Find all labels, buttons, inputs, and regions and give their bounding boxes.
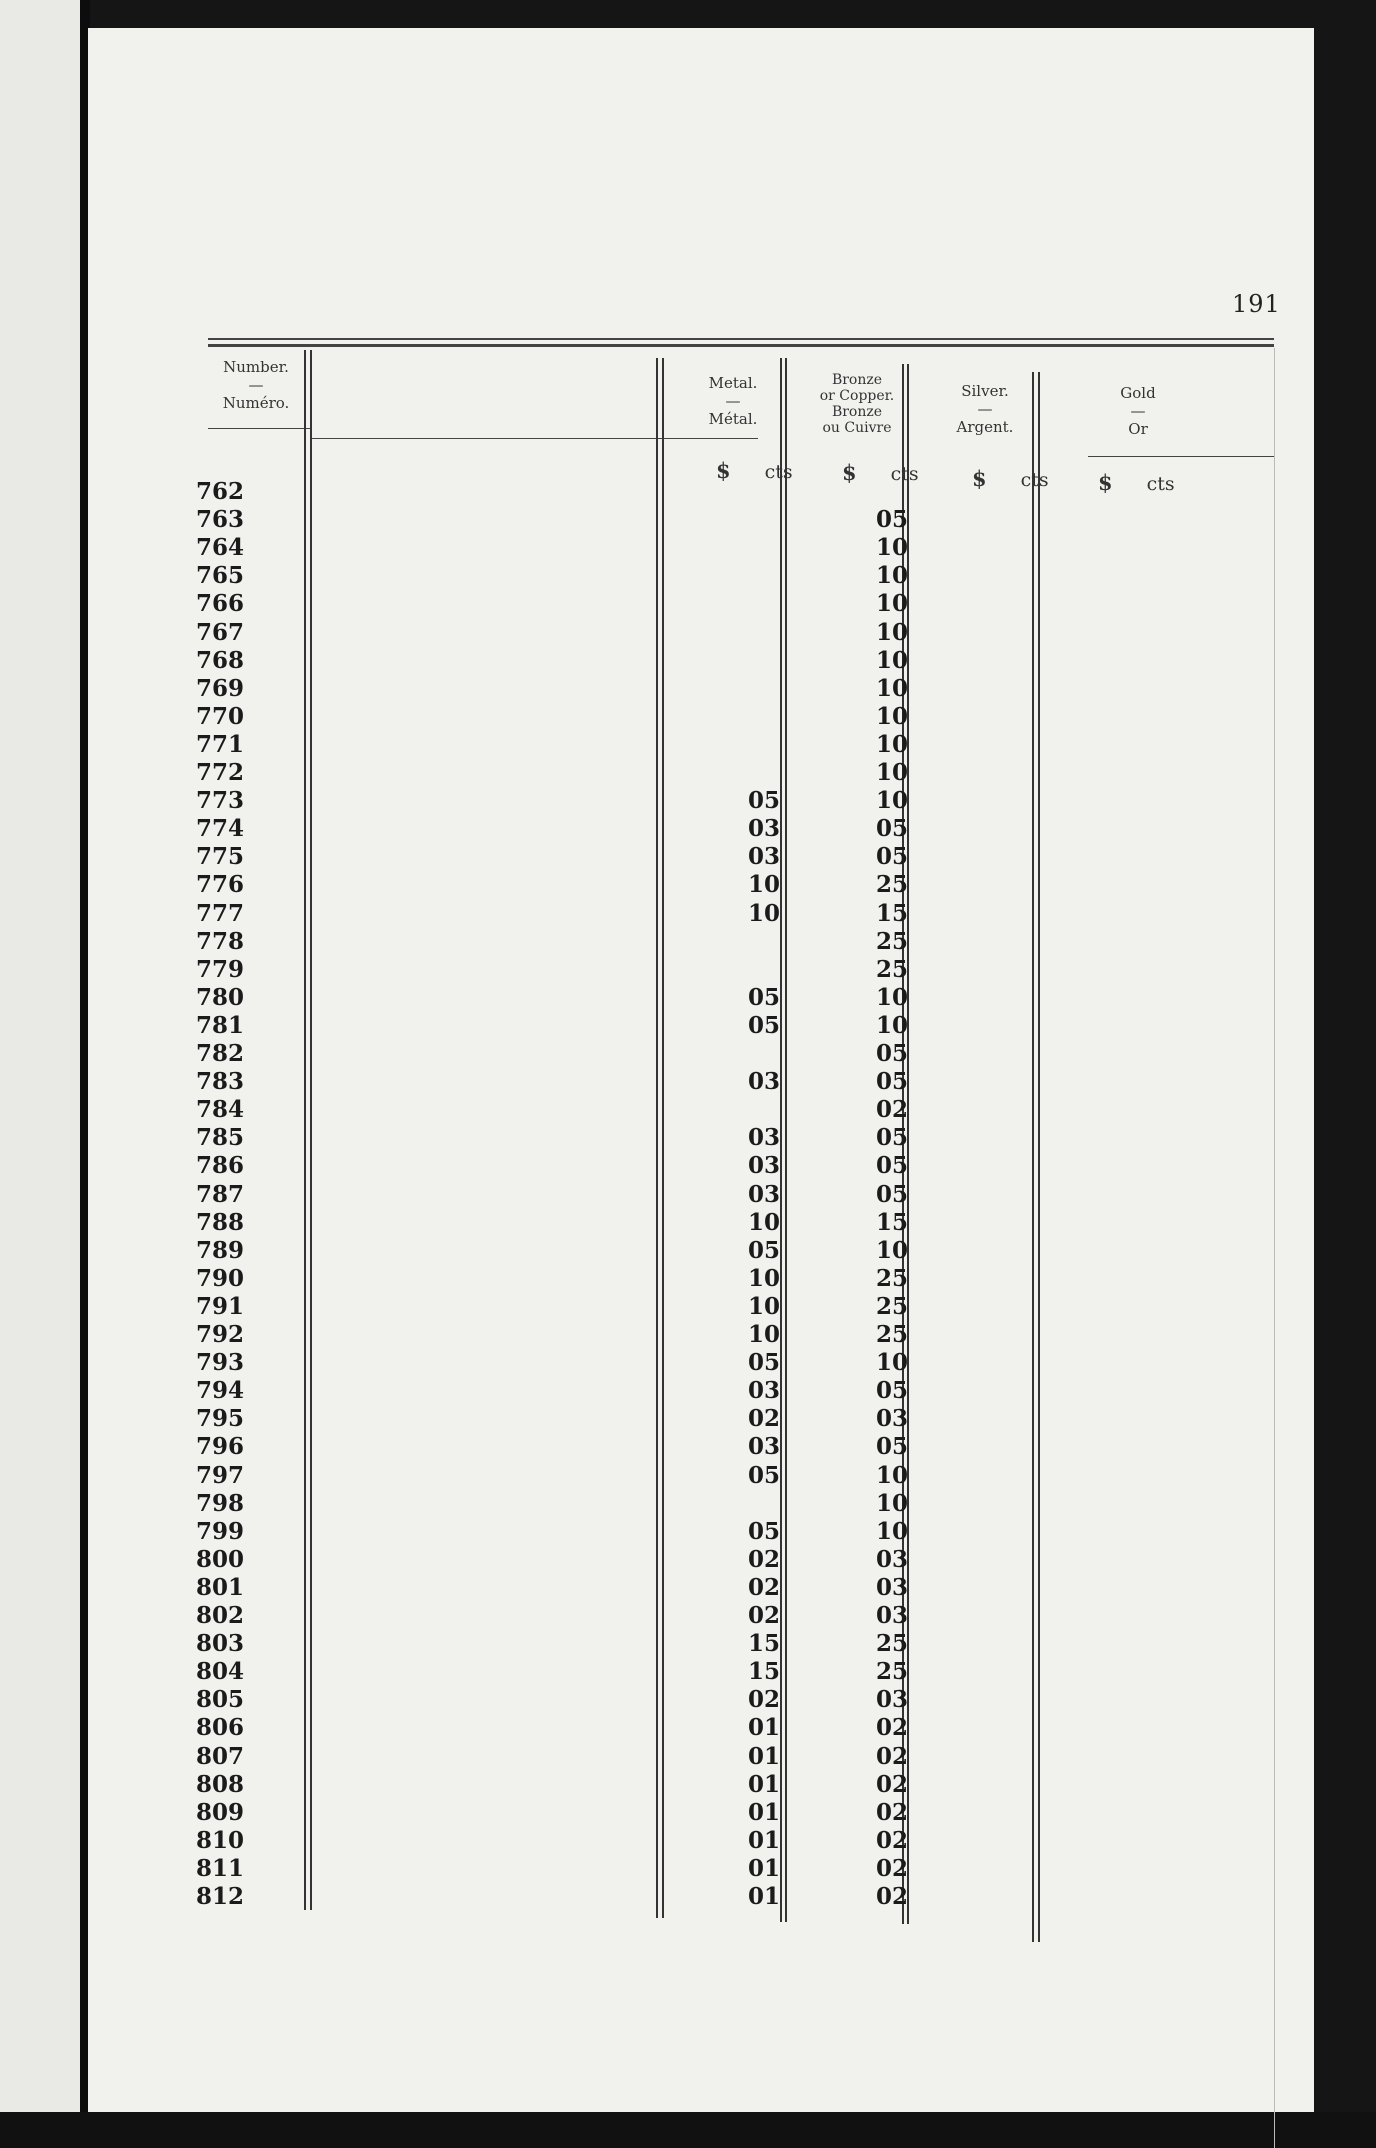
bronze-value: 03 bbox=[876, 1602, 909, 1629]
table-row bbox=[88, 703, 1314, 731]
row-number: 803 bbox=[196, 1630, 245, 1658]
bronze-value: 05 bbox=[876, 1433, 909, 1461]
table-row bbox=[88, 928, 1314, 956]
row-number: 795 bbox=[196, 1405, 245, 1433]
table-row bbox=[88, 534, 1314, 562]
gold-units: $ cts bbox=[1098, 470, 1175, 495]
gold-header-underline bbox=[1088, 456, 1274, 457]
silver-header-dash: — bbox=[977, 400, 993, 418]
table-row bbox=[88, 1883, 1314, 1911]
metal-value: 15 bbox=[748, 1658, 781, 1686]
row-number: 805 bbox=[196, 1686, 245, 1714]
metal-value: 05 bbox=[748, 1011, 781, 1039]
bronze-value: 10 bbox=[876, 590, 909, 618]
row-number: 798 bbox=[196, 1489, 245, 1517]
bronze-value: 05 bbox=[876, 843, 909, 871]
row-number: 807 bbox=[196, 1742, 245, 1770]
gold-column-header bbox=[1068, 384, 1208, 438]
row-number: 766 bbox=[196, 590, 245, 618]
metal-header-fr: Métal. bbox=[708, 410, 758, 428]
bronze-value: 25 bbox=[876, 1264, 909, 1292]
table-row bbox=[88, 1827, 1314, 1855]
page-number: 191 bbox=[1232, 290, 1281, 318]
metal-value: 03 bbox=[748, 1068, 781, 1096]
silver-units: $ cts bbox=[972, 466, 1049, 491]
gold-header-dash: — bbox=[1130, 402, 1146, 420]
table-row bbox=[88, 590, 1314, 618]
metal-value: 01 bbox=[748, 1742, 781, 1770]
gold-header-fr: Or bbox=[1128, 420, 1148, 438]
metal-value: 01 bbox=[748, 1714, 781, 1742]
table-row bbox=[88, 1237, 1314, 1265]
table-row bbox=[88, 1181, 1314, 1209]
table-row bbox=[88, 731, 1314, 759]
bronze-value: 25 bbox=[876, 927, 909, 955]
metal-value: 10 bbox=[748, 1321, 781, 1348]
metal-value: 10 bbox=[748, 1292, 781, 1320]
bronze-value: 25 bbox=[876, 1292, 909, 1320]
bronze-value: 25 bbox=[876, 1658, 909, 1686]
bronze-value: 05 bbox=[876, 1124, 909, 1152]
metal-value: 05 bbox=[748, 1349, 781, 1377]
table-row bbox=[88, 675, 1314, 703]
bronze-value: 10 bbox=[876, 983, 909, 1011]
bronze-value: 05 bbox=[876, 1377, 909, 1405]
table-row bbox=[88, 900, 1314, 928]
table-row bbox=[88, 1012, 1314, 1040]
row-number: 763 bbox=[196, 506, 245, 534]
bronze-value: 10 bbox=[876, 562, 909, 590]
table-row bbox=[88, 1743, 1314, 1771]
metal-value: 10 bbox=[748, 1264, 781, 1292]
top-rule bbox=[208, 338, 1274, 340]
table-row bbox=[88, 1152, 1314, 1180]
metal-value: 03 bbox=[748, 1433, 781, 1461]
row-number: 794 bbox=[196, 1377, 245, 1405]
metal-value: 02 bbox=[748, 1686, 781, 1714]
bronze-value: 10 bbox=[876, 1236, 909, 1264]
table-row bbox=[88, 1124, 1314, 1152]
bronze-value: 03 bbox=[876, 1545, 909, 1573]
metal-value: 05 bbox=[748, 1236, 781, 1264]
table-row bbox=[88, 506, 1314, 534]
metal-value: 01 bbox=[748, 1798, 781, 1826]
bronze-value: 03 bbox=[876, 1573, 909, 1601]
bronze-value: 25 bbox=[876, 955, 909, 983]
bronze-value: 05 bbox=[876, 1068, 909, 1096]
bronze-value: 10 bbox=[876, 1489, 909, 1517]
table-row bbox=[88, 647, 1314, 675]
row-number: 780 bbox=[196, 983, 245, 1011]
row-number: 768 bbox=[196, 646, 245, 674]
table-row bbox=[88, 759, 1314, 787]
bronze-header-line2: or Copper. bbox=[819, 388, 895, 404]
metal-value: 01 bbox=[748, 1770, 781, 1798]
table-row bbox=[88, 1490, 1314, 1518]
table-row bbox=[88, 1209, 1314, 1237]
bronze-value: 02 bbox=[876, 1854, 909, 1882]
metal-value: 02 bbox=[748, 1602, 781, 1629]
metal-value: 05 bbox=[748, 787, 781, 815]
row-number: 786 bbox=[196, 1152, 245, 1180]
metal-value: 01 bbox=[748, 1826, 781, 1854]
bronze-value: 10 bbox=[876, 787, 909, 815]
bronze-value: 02 bbox=[876, 1798, 909, 1826]
table-row bbox=[88, 1096, 1314, 1124]
bronze-units: $ cts bbox=[842, 460, 919, 485]
metal-header-en: Metal. bbox=[708, 374, 758, 392]
row-number: 802 bbox=[196, 1602, 245, 1629]
gold-header-en: Gold bbox=[1120, 384, 1156, 402]
row-number: 806 bbox=[196, 1714, 245, 1742]
silver-header-fr: Argent. bbox=[956, 418, 1014, 436]
bronze-value: 02 bbox=[876, 1826, 909, 1854]
table-row bbox=[88, 478, 1314, 506]
row-number: 811 bbox=[196, 1854, 245, 1882]
metal-column-header bbox=[688, 374, 778, 428]
bronze-value: 02 bbox=[876, 1714, 909, 1742]
bronze-value: 10 bbox=[876, 702, 909, 730]
bronze-value: 05 bbox=[876, 1180, 909, 1208]
bronze-value: 03 bbox=[876, 1686, 909, 1714]
table-row bbox=[88, 956, 1314, 984]
row-number: 772 bbox=[196, 759, 245, 786]
row-number: 764 bbox=[196, 534, 245, 562]
bronze-header-line3: Bronze bbox=[831, 404, 883, 420]
row-number: 792 bbox=[196, 1321, 245, 1348]
table-row bbox=[88, 1630, 1314, 1658]
metal-units: $ cts bbox=[716, 458, 793, 483]
bronze-value: 10 bbox=[876, 618, 909, 646]
row-number: 778 bbox=[196, 927, 245, 955]
row-number: 762 bbox=[196, 478, 245, 505]
row-number: 782 bbox=[196, 1040, 245, 1067]
metal-header-dash: — bbox=[725, 392, 741, 410]
row-number: 787 bbox=[196, 1180, 245, 1208]
row-number: 767 bbox=[196, 618, 245, 646]
bronze-value: 02 bbox=[876, 1770, 909, 1798]
row-number: 775 bbox=[196, 843, 245, 871]
table-row bbox=[88, 1377, 1314, 1405]
row-number: 788 bbox=[196, 1208, 245, 1236]
bronze-value: 10 bbox=[876, 646, 909, 674]
table-row bbox=[88, 815, 1314, 843]
number-header-fr: Numéro. bbox=[222, 394, 290, 412]
row-number: 800 bbox=[196, 1545, 245, 1573]
bronze-value: 10 bbox=[876, 1349, 909, 1377]
bronze-column-header bbox=[810, 372, 904, 436]
metal-value: 03 bbox=[748, 843, 781, 871]
row-number: 789 bbox=[196, 1236, 245, 1264]
bronze-header-line4: ou Cuivre bbox=[822, 420, 892, 436]
table-row bbox=[88, 1799, 1314, 1827]
row-number: 797 bbox=[196, 1461, 245, 1489]
table-row bbox=[88, 1040, 1314, 1068]
row-number: 801 bbox=[196, 1573, 245, 1601]
row-number: 773 bbox=[196, 787, 245, 815]
table-row bbox=[88, 1321, 1314, 1349]
metal-value: 03 bbox=[748, 1152, 781, 1180]
metal-value: 05 bbox=[748, 1517, 781, 1545]
table-row bbox=[88, 843, 1314, 871]
metal-value: 03 bbox=[748, 1377, 781, 1405]
silver-column-header bbox=[938, 382, 1032, 436]
previous-page-edge bbox=[0, 0, 80, 2112]
table-row bbox=[88, 1349, 1314, 1377]
row-number: 776 bbox=[196, 871, 245, 899]
row-number: 785 bbox=[196, 1124, 245, 1152]
row-number: 771 bbox=[196, 730, 245, 758]
bronze-value: 10 bbox=[876, 730, 909, 758]
number-header-dash: — bbox=[248, 376, 264, 394]
bronze-value: 10 bbox=[876, 1461, 909, 1489]
row-number: 769 bbox=[196, 674, 245, 702]
number-header-en: Number. bbox=[223, 358, 289, 376]
row-number: 812 bbox=[196, 1883, 245, 1910]
document-page bbox=[88, 28, 1314, 2112]
table-row bbox=[88, 619, 1314, 647]
number-column-header bbox=[208, 358, 304, 412]
bronze-value: 02 bbox=[876, 1096, 909, 1124]
top-rule-thick bbox=[208, 344, 1274, 347]
bronze-header-line1: Bronze bbox=[831, 372, 883, 388]
desc-header-underline bbox=[310, 438, 758, 439]
row-number: 791 bbox=[196, 1292, 245, 1320]
bronze-value: 10 bbox=[876, 674, 909, 702]
table-row bbox=[88, 984, 1314, 1012]
bronze-value: 05 bbox=[876, 815, 909, 843]
bronze-value: 03 bbox=[876, 1405, 909, 1433]
table-row bbox=[88, 1462, 1314, 1490]
metal-value: 01 bbox=[748, 1883, 781, 1910]
bronze-value: 25 bbox=[876, 1630, 909, 1658]
metal-value: 10 bbox=[748, 871, 781, 899]
table-row bbox=[88, 1602, 1314, 1630]
table-row bbox=[88, 562, 1314, 590]
metal-value: 10 bbox=[748, 1208, 781, 1236]
metal-value: 02 bbox=[748, 1405, 781, 1433]
metal-value: 03 bbox=[748, 1124, 781, 1152]
row-number: 783 bbox=[196, 1068, 245, 1096]
bronze-value: 10 bbox=[876, 759, 909, 786]
row-number: 770 bbox=[196, 702, 245, 730]
number-header-underline bbox=[208, 428, 310, 429]
table-row bbox=[88, 1855, 1314, 1883]
metal-value: 15 bbox=[748, 1630, 781, 1658]
table-row bbox=[88, 1771, 1314, 1799]
bronze-value: 25 bbox=[876, 871, 909, 899]
bronze-value: 25 bbox=[876, 1321, 909, 1348]
bronze-value: 05 bbox=[876, 506, 909, 534]
row-number: 804 bbox=[196, 1658, 245, 1686]
table-row bbox=[88, 1714, 1314, 1742]
bronze-value: 05 bbox=[876, 1152, 909, 1180]
row-number: 809 bbox=[196, 1798, 245, 1826]
metal-value: 10 bbox=[748, 899, 781, 927]
bronze-value: 10 bbox=[876, 534, 909, 562]
bronze-value: 15 bbox=[876, 899, 909, 927]
table-row bbox=[88, 1658, 1314, 1686]
table-row bbox=[88, 1068, 1314, 1096]
metal-value: 05 bbox=[748, 1461, 781, 1489]
table-row bbox=[88, 871, 1314, 899]
silver-header-en: Silver. bbox=[961, 382, 1009, 400]
bronze-value: 15 bbox=[876, 1208, 909, 1236]
bronze-value: 10 bbox=[876, 1517, 909, 1545]
table-row bbox=[88, 1518, 1314, 1546]
table-row bbox=[88, 1546, 1314, 1574]
bronze-value: 02 bbox=[876, 1883, 909, 1910]
table-row bbox=[88, 1574, 1314, 1602]
bronze-value: 02 bbox=[876, 1742, 909, 1770]
row-number: 796 bbox=[196, 1433, 245, 1461]
row-number: 808 bbox=[196, 1770, 245, 1798]
metal-value: 01 bbox=[748, 1854, 781, 1882]
row-number: 793 bbox=[196, 1349, 245, 1377]
table-row bbox=[88, 1433, 1314, 1461]
row-number: 781 bbox=[196, 1011, 245, 1039]
table-row bbox=[88, 787, 1314, 815]
row-number: 777 bbox=[196, 899, 245, 927]
table-row bbox=[88, 1265, 1314, 1293]
row-number: 799 bbox=[196, 1517, 245, 1545]
table-row bbox=[88, 1293, 1314, 1321]
table-row bbox=[88, 1405, 1314, 1433]
row-number: 790 bbox=[196, 1264, 245, 1292]
metal-value: 03 bbox=[748, 1180, 781, 1208]
metal-value: 02 bbox=[748, 1545, 781, 1573]
row-number: 810 bbox=[196, 1826, 245, 1854]
bronze-value: 05 bbox=[876, 1040, 909, 1067]
metal-value: 05 bbox=[748, 983, 781, 1011]
row-number: 779 bbox=[196, 955, 245, 983]
bronze-value: 10 bbox=[876, 1011, 909, 1039]
row-number: 765 bbox=[196, 562, 245, 590]
row-number: 774 bbox=[196, 815, 245, 843]
metal-value: 02 bbox=[748, 1573, 781, 1601]
table-row bbox=[88, 1686, 1314, 1714]
metal-value: 03 bbox=[748, 815, 781, 843]
row-number: 784 bbox=[196, 1096, 245, 1124]
